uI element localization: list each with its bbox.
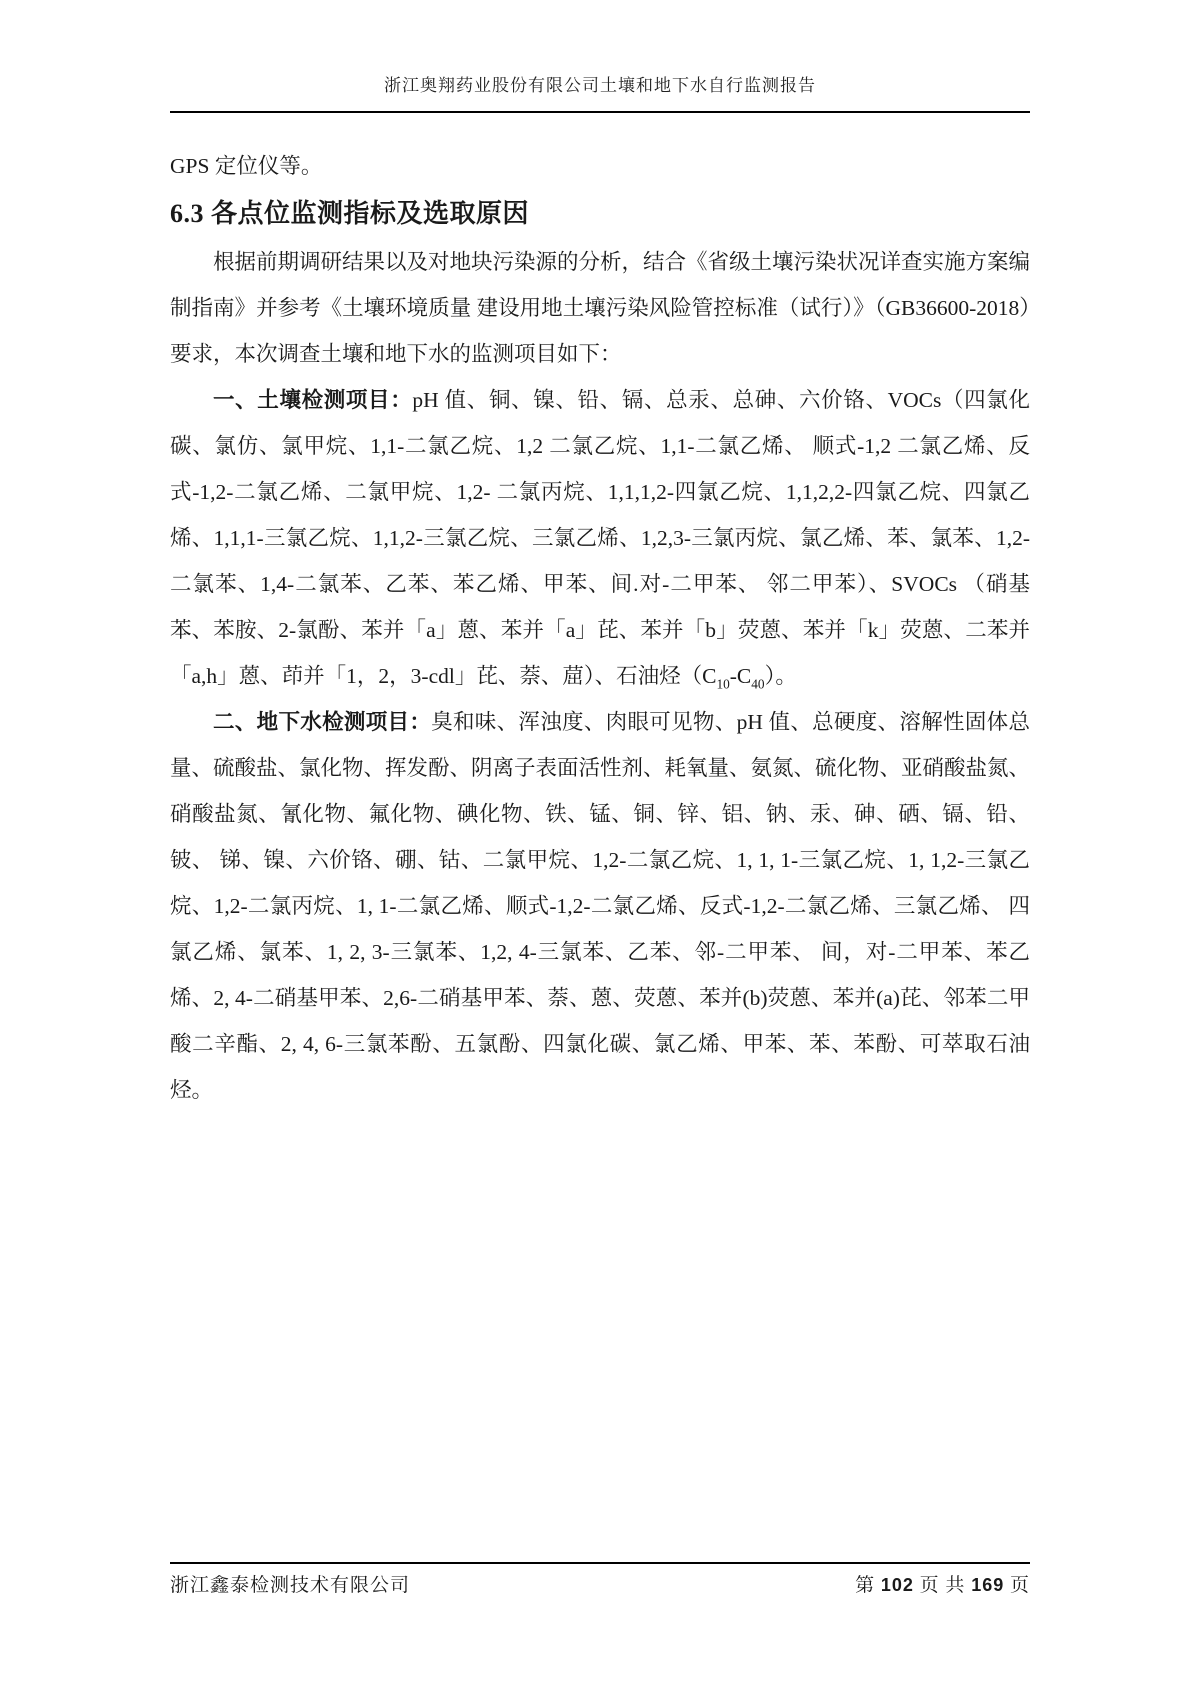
water-paragraph (170, 699, 1030, 1113)
footer-page-info (855, 1570, 1030, 1597)
page-number: 102 (880, 1575, 914, 1595)
soil-paragraph (170, 377, 1030, 699)
gps-line: GPS 定位仪等。 (170, 154, 323, 178)
page-suffix: 页 (1004, 1575, 1030, 1596)
page-total: 169 (971, 1575, 1005, 1595)
intro-paragraph: 根据前期调研结果以及对地块污染源的分析，结合《省级土壤污染状况详查实施方案编制指南》并参考《土壤环境质量 建设用地土壤污染风险管控标准（试行）》（GB36600-2018）要求，本次调查土壤和地下水的监测项目如下： (170, 250, 1031, 366)
water-body: 臭和味、浑浊度、肉眼可见物、pH 值、总硬度、溶解性固体总量、硫酸盐、氯化物、挥发酚、阴离子表面活性剂、耗氧量、氨氮、硫化物、亚硝酸盐氮、硝酸盐氮、氰化物、氟化物、碘化物、铁、锰、铜、锌、铝、钠、汞、砷、硒、镉、铅、铍、 锑、镍、六价铬、硼、钴、二氯甲烷、1,2-二氯乙烷、1, 1, 1-三氯乙烷、1, 1,2-三氯乙烷、1,2-二氯丙烷、1, 1-二氯乙烯、顺式-1,2-二氯乙烯、反式-1,2-二氯乙烯、三氯乙烯、 四氯乙烯、氯苯、1, 2, 3-三氯苯、1,2, 4-三氯苯、乙苯、邻-二甲苯、 间，对-二甲苯、苯乙烯、2, 4-二硝基甲苯、2,6-二硝基甲苯、萘、蒽、荧蒽、苯并(b)荧蒽、苯并(a)芘、邻苯二甲酸二辛酯、2, 4, 6-三氯苯酚、五氯酚、四氯化碳、氯乙烯、甲苯、苯、苯酚、可萃取石油烃。 (170, 710, 1031, 1102)
header-rule (170, 111, 1030, 113)
section-heading: 6.3 各点位监测指标及选取原因 (170, 199, 530, 228)
document-body (170, 143, 1030, 1113)
subscript-c40: 40 (751, 676, 765, 692)
footer-row (170, 1564, 1030, 1597)
page-footer (170, 1562, 1030, 1597)
soil-range-separator: -C (729, 664, 752, 688)
water-lead: 二、地下水检测项目： (213, 710, 432, 734)
page-prefix: 第 (855, 1575, 881, 1596)
footer-company: 浙江鑫泰检测技术有限公司 (170, 1575, 411, 1596)
soil-body: pH 值、铜、镍、铅、镉、总汞、总砷、六价铬、VOCs（四氯化碳、氯仿、氯甲烷、1,1-二氯乙烷、1,2 二氯乙烷、1,1-二氯乙烯、 顺式-1,2 二氯乙烯、反式-1,2-二氯乙烯、二氯甲烷、1,2- 二氯丙烷、1,1,1,2-四氯乙烷、1,1,2,2-四氯乙烷、四氯乙烯、1,1,1-三氯乙烷、1,1,2-三氯乙烷、三氯乙烯、1,2,3-三氯丙烷、氯乙烯、苯、氯苯、1,2-二氯苯、1,4-二氯苯、乙苯、苯乙烯、甲苯、间.对-二甲苯、 邻二甲苯）、SVOCs （硝基苯、苯胺、2-氯酚、苯并「a」蒽、苯并「a」芘、苯并「b」荧蒽、苯并「k」荧蒽、二苯并「a,h」蒽、茚并「1，2，3-cdl」芘、萘、䓛）、石油烃（C (170, 388, 1030, 688)
page-middle: 页 共 (913, 1575, 972, 1596)
header-title: 浙江奥翔药业股份有限公司土壤和地下水自行监测报告 (384, 76, 816, 95)
soil-lead: 一、土壤检测项目： (213, 388, 413, 412)
soil-tail: ）。 (764, 664, 797, 688)
page-header (170, 0, 1030, 113)
subscript-c10: 10 (716, 676, 730, 692)
